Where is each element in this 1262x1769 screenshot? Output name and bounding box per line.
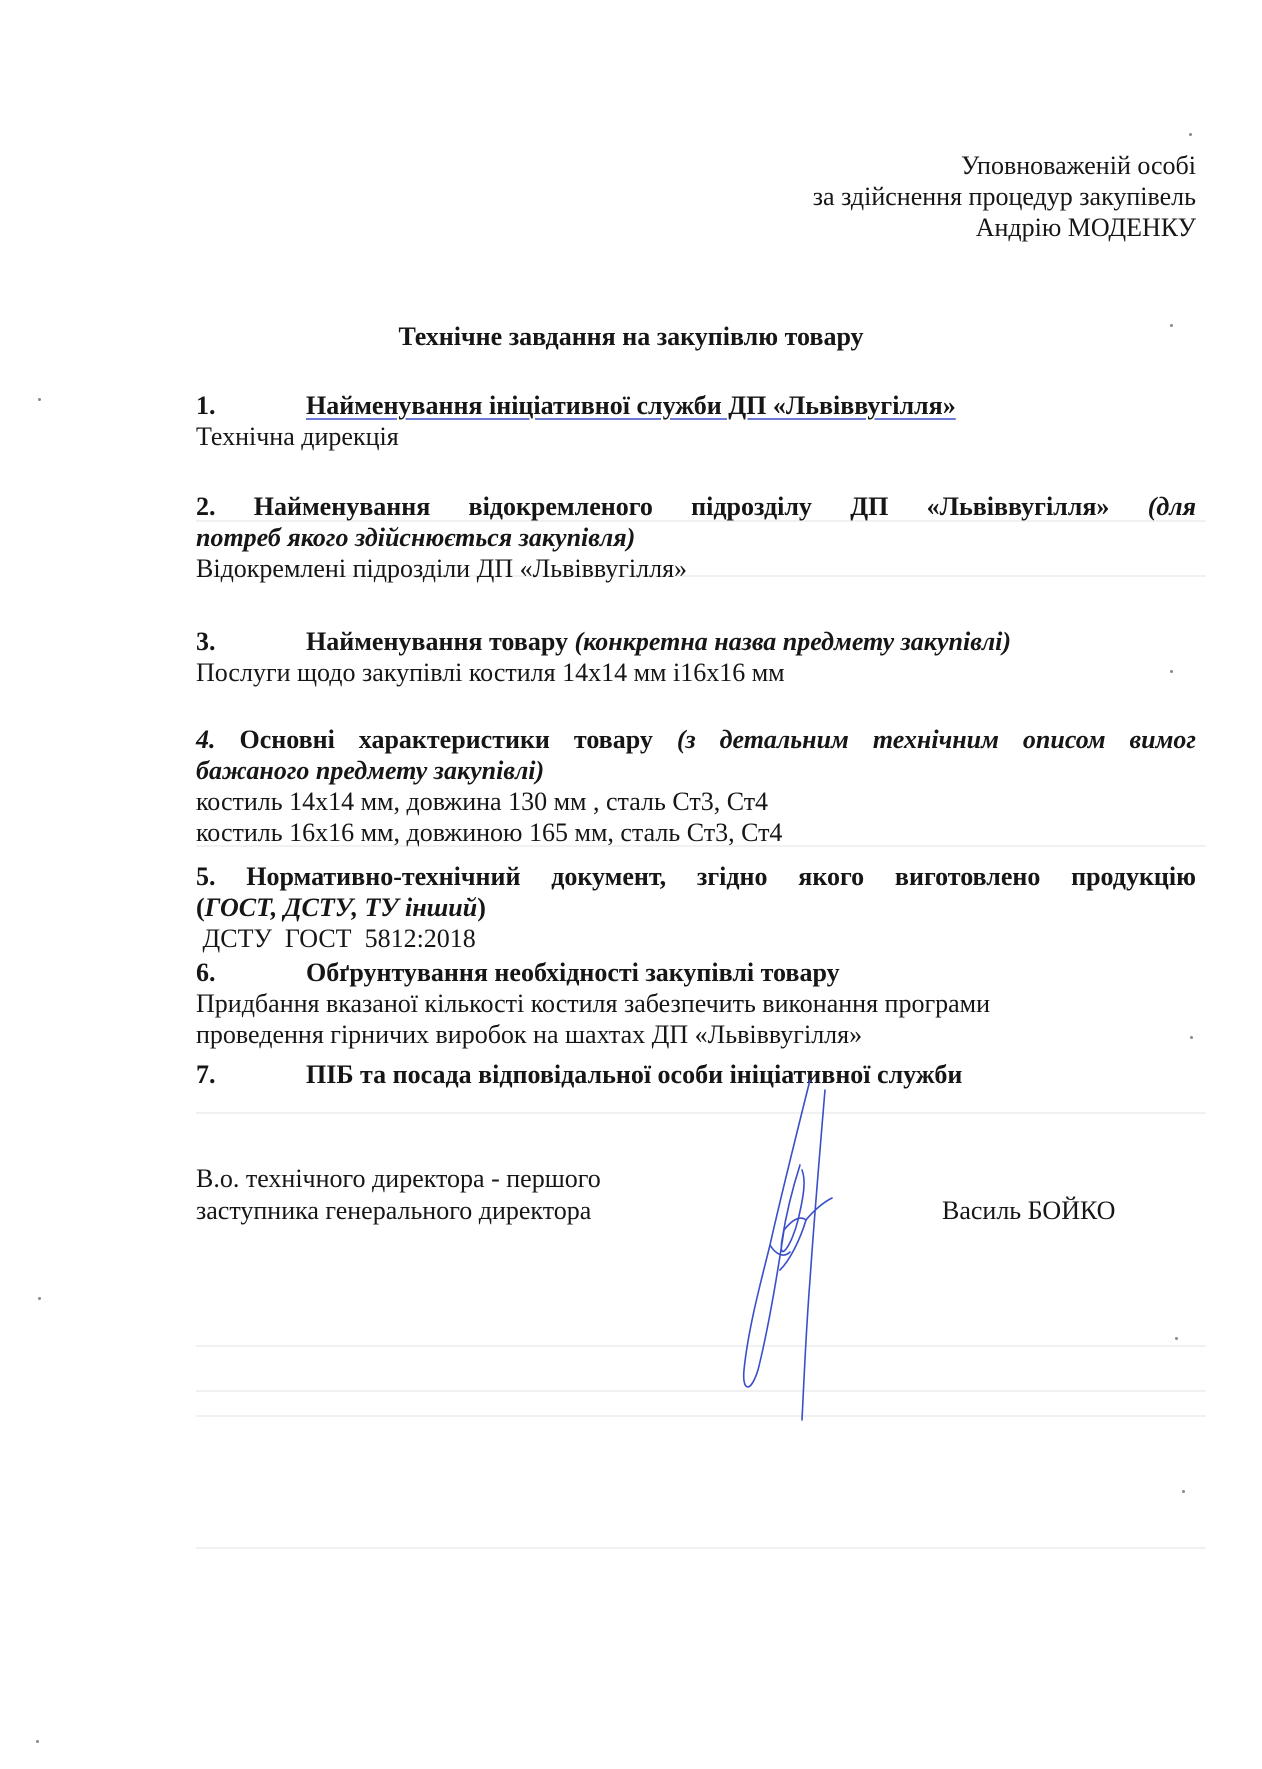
section-heading: Обґрунтування необхідності закупівлі товару	[306, 958, 840, 987]
section-3	[196, 626, 1196, 688]
section-note: (конкретна назва предмету закупівлі)	[574, 627, 1012, 656]
section-heading: Найменування ініціативної служби ДП «Львіввугілля»	[306, 391, 956, 420]
scan-speck	[1182, 1490, 1185, 1493]
section-value: Придбання вказаної кількості костиля забезпечить виконання програми	[196, 989, 991, 1018]
signatory-name: Василь БОЙКО	[942, 1196, 1116, 1225]
section-heading: Основні характеристики товару	[239, 725, 653, 754]
section-number: 3.	[196, 627, 216, 656]
section-heading: Найменування товару	[306, 627, 568, 656]
addressee-line: за здійснення процедур закупівель	[812, 182, 1196, 211]
section-value: проведення гірничих виробок на шахтах ДП «Львіввугілля»	[196, 1020, 863, 1049]
section-note: ГОСТ, ДСТУ, ТУ інший	[204, 893, 478, 922]
section-number: 4.	[196, 725, 216, 754]
section-number: 1.	[196, 391, 216, 420]
addressee-name: Андрію МОДЕНКУ	[975, 213, 1196, 242]
signatory-position	[196, 1163, 601, 1227]
bleed-through-line	[196, 1112, 1206, 1114]
section-number: 2.	[196, 492, 216, 521]
paren-open: (	[196, 893, 205, 922]
section-value: Технічна дирекція	[196, 422, 399, 451]
bleed-through-line	[196, 1390, 1206, 1392]
section-7	[196, 1059, 1196, 1090]
addressee-line: Уповноваженій особі	[960, 151, 1196, 180]
scan-speck	[38, 1297, 41, 1300]
section-note: бажаного предмету закупівлі)	[196, 756, 545, 785]
section-note: потреб якого здійснюється закупівля)	[196, 523, 636, 552]
document-title: Технічне завдання на закупівлю товару	[398, 322, 864, 351]
section-number: 7.	[196, 1060, 216, 1089]
section-value: Послуги щодо закупівлі костиля 14х14 мм і16х16 мм	[196, 658, 785, 687]
section-number: 6.	[196, 958, 216, 987]
section-note: (з детальним технічним описом вимог	[676, 725, 1197, 754]
section-value: Відокремлені підрозділи ДП «Львіввугілля»	[196, 554, 688, 583]
handwritten-signature	[740, 1070, 870, 1430]
section-number: 5.	[196, 862, 216, 891]
scan-speck	[38, 398, 41, 401]
signatory-position-line: В.о. технічного директора - першого	[196, 1164, 601, 1193]
signatory-position-line: заступника генерального директора	[196, 1196, 592, 1225]
scan-speck	[1175, 1337, 1178, 1340]
paren-close: )	[477, 893, 486, 922]
bleed-through-line	[196, 1345, 1206, 1347]
scan-speck	[1170, 324, 1173, 327]
section-note: (для	[1147, 492, 1196, 521]
addressee-block	[813, 150, 1196, 243]
section-heading: Найменування відокремленого підрозділу ДП «Львіввугілля»	[253, 492, 1110, 521]
scan-speck	[1189, 133, 1192, 136]
scan-speck	[1170, 670, 1173, 673]
section-value: костиль 14х14 мм, довжина 130 мм , сталь Ст3, Ст4	[196, 787, 769, 816]
section-4	[196, 724, 1196, 848]
section-value: ДСТУ ГОСТ 5812:2018	[196, 924, 476, 953]
section-heading: Нормативно-технічний документ, згідно якого виготовлено продукцію	[246, 862, 1196, 891]
section-value: костиль 16х16 мм, довжиною 165 мм, сталь Ст3, Ст4	[196, 818, 783, 847]
section-6	[196, 957, 1196, 1050]
section-2	[196, 491, 1196, 584]
section-1	[196, 390, 1196, 452]
section-5	[196, 861, 1196, 954]
scan-speck	[36, 1740, 39, 1743]
bleed-through-line	[196, 1415, 1206, 1417]
bleed-through-line	[196, 1547, 1206, 1549]
section-heading: ПІБ та посада відповідальної особи ініціативної служби	[306, 1060, 963, 1089]
scan-speck	[1190, 1036, 1193, 1039]
